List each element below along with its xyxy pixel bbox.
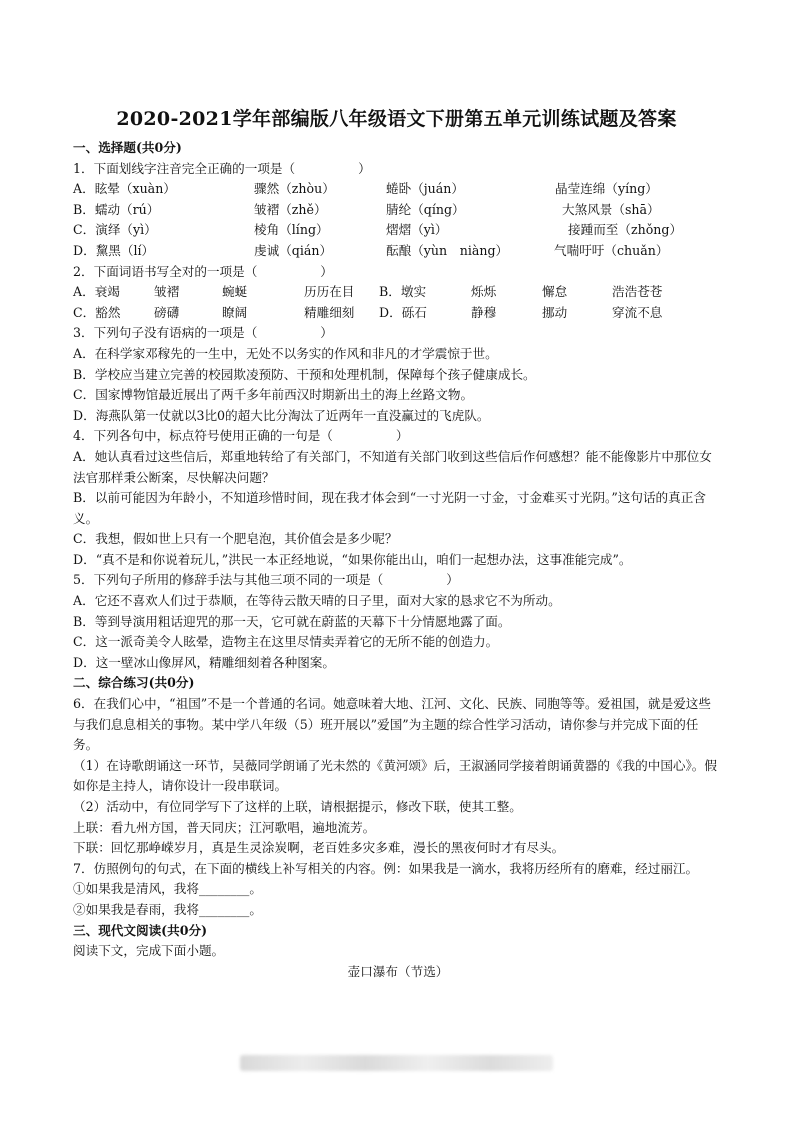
q2-b2: 烁烁 — [471, 284, 497, 300]
q3-option-c: C．国家博物馆最近展出了两千多年前西汉时期新出土的海上丝路文物。 — [73, 387, 474, 403]
q1-a3: 蜷卧（juán） — [386, 181, 465, 197]
q2-d1: D．砾石 — [379, 304, 427, 320]
passage-title: 壶口瀑布（节选） — [347, 963, 449, 979]
q3-option-d: D．海燕队第一仗就以3比0的超大比分淘汰了近两年一直没赢过的飞虎队。 — [73, 407, 490, 423]
q1-c3: 熠熠（yì） — [386, 222, 448, 238]
q4-option-d: D．“真不是和你说着玩儿，”洪民一本正经地说，“如果你能出山，咱们一起想办法，这事准能完成”。 — [73, 551, 632, 567]
q1-d1: D．黧黑（lí） — [73, 242, 155, 258]
q1-d2: 虔诚（qián） — [254, 242, 333, 258]
q1-c1: C．演绎（yì） — [73, 222, 157, 238]
question-1: 1．下面划线字注音完全正确的一项是（ ） — [73, 160, 371, 176]
exam-content — [73, 138, 723, 982]
question-7: 7．仿照例句的句式，在下面的横线上补写相关的内容。例：如果我是一滴水，我将历经所有的磨难，经过丽江。 — [73, 860, 699, 876]
q5-option-c: C．这一派奇美令人眩晕，造物主在这里尽情卖弄着它的无所不能的创造力。 — [73, 634, 499, 650]
couplet-upper: 上联：看九州方国，普天同庆；江河歌唱，遍地流芳。 — [73, 819, 376, 835]
q2-a1: A．衰竭 — [73, 284, 120, 300]
reading-instruction: 阅读下文，完成下面小题。 — [73, 943, 225, 959]
q4-option-c: C．我想，假如世上只有一个肥皂泡，其价值会是多少呢？ — [73, 531, 398, 547]
q2-d4: 穿流不息 — [612, 304, 663, 320]
q1-d3: 酝酿（yùn niàng） — [386, 242, 509, 258]
q3-option-a: A．在科学家邓稼先的一生中，无处不以务实的作风和非凡的才学震惊于世。 — [73, 345, 498, 361]
q3-option-b: B．学校应当建立完善的校园欺凌预防、干预和处理机制，保障每个孩子健康成长。 — [73, 366, 536, 382]
q7-blank-2: ②如果我是春雨，我将________。 — [73, 901, 262, 917]
q2-b3: 懈怠 — [542, 284, 568, 300]
q2-b4: 浩浩苍苍 — [612, 284, 663, 300]
q2-c4: 精雕细刻 — [304, 304, 355, 320]
q1-options-row-d — [73, 241, 723, 262]
q1-a1: A．眩晕（xuàn） — [73, 181, 176, 197]
q2-d2: 静穆 — [471, 304, 497, 320]
page-title: 2020-2021学年部编版八年级语文下册第五单元训练试题及答案 — [116, 108, 677, 130]
q1-b4: 大煞风景（shā） — [562, 201, 660, 217]
q4-option-a: A．她认真看过这些信后，郑重地转给了有关部门，不知道有关部门收到这些信后作何感想？能不能像影片中那位女法官那样秉公断案，尽快解决问题？ — [73, 448, 712, 485]
q4-option-b: B．以前可能因为年龄小，不知道珍惜时间，现在我才体会到“一寸光阴一寸金，寸金难买寸光阴。”这句话的真正含义。 — [73, 490, 706, 526]
section-heading-choice: 一、选择题(共0分) — [73, 140, 182, 155]
q2-options-row-ab — [73, 282, 723, 303]
question-4: 4．下列各句中，标点符号使用正确的一句是（ ） — [73, 428, 409, 444]
q1-options-row-a — [73, 179, 723, 200]
q2-b1: B．墩实 — [379, 284, 427, 300]
question-6-part-2: （2）活动中，有位同学写下了这样的上联，请根据提示，修改下联，使其工整。 — [73, 799, 522, 814]
question-6-part-1: （1）在诗歌朗诵这一环节，吴薇同学朗诵了光未然的《黄河颂》后，王淑涵同学接着朗诵黄器的《我的中国心》。假如你是主持人，请你设计一段串联词。 — [73, 757, 717, 794]
q1-options-row-b — [73, 200, 723, 221]
q2-a4: 历历在目 — [304, 284, 355, 300]
q1-c2: 棱角（líng） — [254, 222, 329, 238]
q1-options-row-c — [73, 220, 723, 241]
q1-b1: B．蠕动（rú） — [73, 201, 160, 217]
q5-option-b: B．等到导演用粗话迎咒的那一天，它可就在蔚蓝的天幕下十分情愿地露了面。 — [73, 613, 511, 629]
q1-b2: 皱褶（zhě） — [254, 201, 327, 217]
q1-c4: 接踵而至（zhǒng） — [568, 222, 683, 238]
question-2: 2．下面词语书写全对的一项是（ ） — [73, 263, 333, 279]
q2-a2: 皱褶 — [154, 284, 180, 300]
q2-d3: 挪动 — [542, 304, 568, 320]
section-heading-reading: 三、现代文阅读(共0分) — [73, 922, 208, 938]
q1-a4: 晶莹连绵（yíng） — [555, 181, 658, 197]
q1-b3: 腈纶（qíng） — [386, 201, 465, 217]
question-6-intro: 6．在我们心中，“祖国”不是一个普通的名词。她意味着大地、江河、文化、民族、同胞等等。爱祖国，就是爱这些与我们息息相关的事物。某中学八年级（5）班开展以”爱国”为主题的综合性学习活动，请你参与并完成下面的任务。 — [73, 696, 711, 753]
section-heading-practice: 二、综合练习(共0分) — [73, 675, 195, 691]
q1-a2: 骤然（zhòu） — [254, 181, 335, 197]
q7-blank-1: ①如果我是清风，我将________。 — [73, 881, 262, 897]
question-5: 5．下列句子所用的修辞手法与其他三项不同的一项是（ ） — [73, 572, 459, 588]
q5-option-a: A．它还不喜欢人们过于恭顺，在等待云散天晴的日子里，面对大家的恳求它不为所动。 — [73, 593, 561, 609]
q2-c1: C．豁然 — [73, 304, 121, 320]
q2-options-row-cd — [73, 303, 723, 324]
q1-d4: 气喘吁吁（chuǎn） — [554, 242, 669, 258]
couplet-lower: 下联：回忆那峥嵘岁月，真是生灵涂炭啊，老百姓多灾多难，漫长的黑夜何时才有尽头。 — [73, 840, 565, 856]
q2-c3: 瞭阔 — [222, 304, 248, 320]
q2-c2: 磅礴 — [154, 304, 180, 320]
q2-a3: 蜿蜒 — [222, 284, 248, 300]
blurred-footer-watermark — [240, 1055, 553, 1071]
q5-option-d: D．这一壁冰山像屏风，精雕细刻着各种图案。 — [73, 654, 335, 670]
question-3: 3．下列句子没有语病的一项是（ ） — [73, 325, 333, 341]
